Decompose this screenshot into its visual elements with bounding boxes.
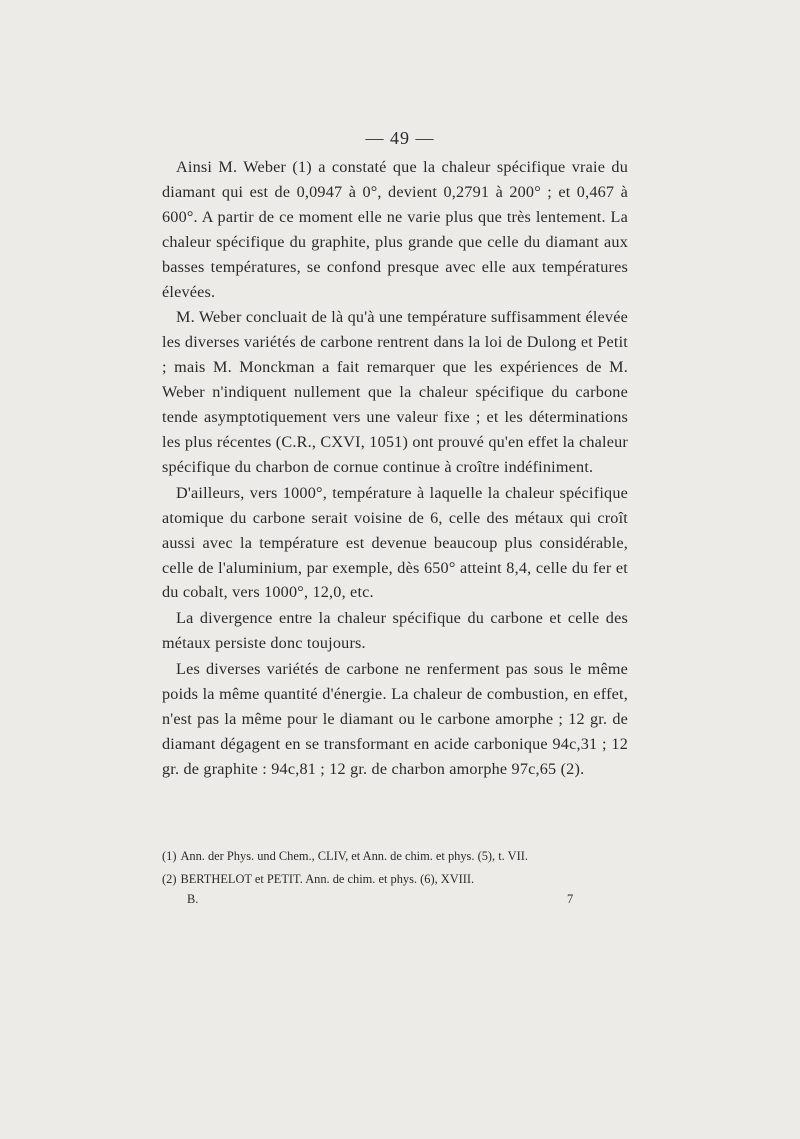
footnote-marker: (1) [162, 849, 177, 863]
footnotes [162, 845, 642, 891]
signature-mark: B. [187, 892, 199, 906]
body-text [162, 155, 628, 782]
footnote [162, 868, 642, 891]
sheet-number: 7 [567, 892, 574, 906]
footnote-marker: (2) [162, 872, 177, 886]
page-number: — 49 — [365, 128, 435, 148]
paragraph: Les diverses variétés de carbone ne renferment pas sous le même poids la même quantité d'énergie. La chaleur de combustion, en effet, n'est pas la même pour le diamant ou le carbone amorphe ; 12 gr. de diamant dégagent en se transformant en acide carbonique 94c,31 ; 12 gr. de graphite : 94c,81 ; 12 gr. de charbon amorphe 97c,65 (2). [162, 660, 628, 778]
paragraph: D'ailleurs, vers 1000°, température à laquelle la chaleur spécifique atomique du carbone serait voisine de 6, celle des métaux qui croît aussi avec la température est devenue beaucoup plus considérable, celle de l'aluminium, par exemple, dès 650° atteint 8,4, celle du fer et du cobalt, vers 1000°, 12,0, etc. [162, 483, 628, 602]
footnote [162, 845, 642, 868]
footnote-text: BERTHELOT et PETIT. Ann. de chim. et phys. (6), XVIII. [180, 872, 475, 886]
paragraph: M. Weber concluait de là qu'à une température suffisamment élevée les diverses variétés de carbone rentrent dans la loi de Dulong et Petit ; mais M. Monckman a fait remarquer que les expériences de M. Weber n'indiquent nullement que la chaleur spécifique du carbone tende asymptotiquement vers une valeur fixe ; et les déterminations les plus récentes (C.R., CXVI, 1051) ont prouvé qu'en effet la chaleur spécifique du charbon de cornue continue à croître indéfiniment. [162, 308, 628, 476]
footnote-text: Ann. der Phys. und Chem., CLIV, et Ann. de chim. et phys. (5), t. VII. [180, 849, 528, 863]
paragraph: Ainsi M. Weber (1) a constaté que la chaleur spécifique vraie du diamant qui est de 0,0947 à 0°, devient 0,2791 à 200° ; et 0,467 à 600°. A partir de ce moment elle ne varie plus que très lentement. La chaleur spécifique du graphite, plus grande que celle du diamant aux basses températures, se confond presque avec elle aux températures élevées. [162, 158, 628, 301]
paragraph: La divergence entre la chaleur spécifique du carbone et celle des métaux persiste donc toujours. [162, 609, 628, 653]
